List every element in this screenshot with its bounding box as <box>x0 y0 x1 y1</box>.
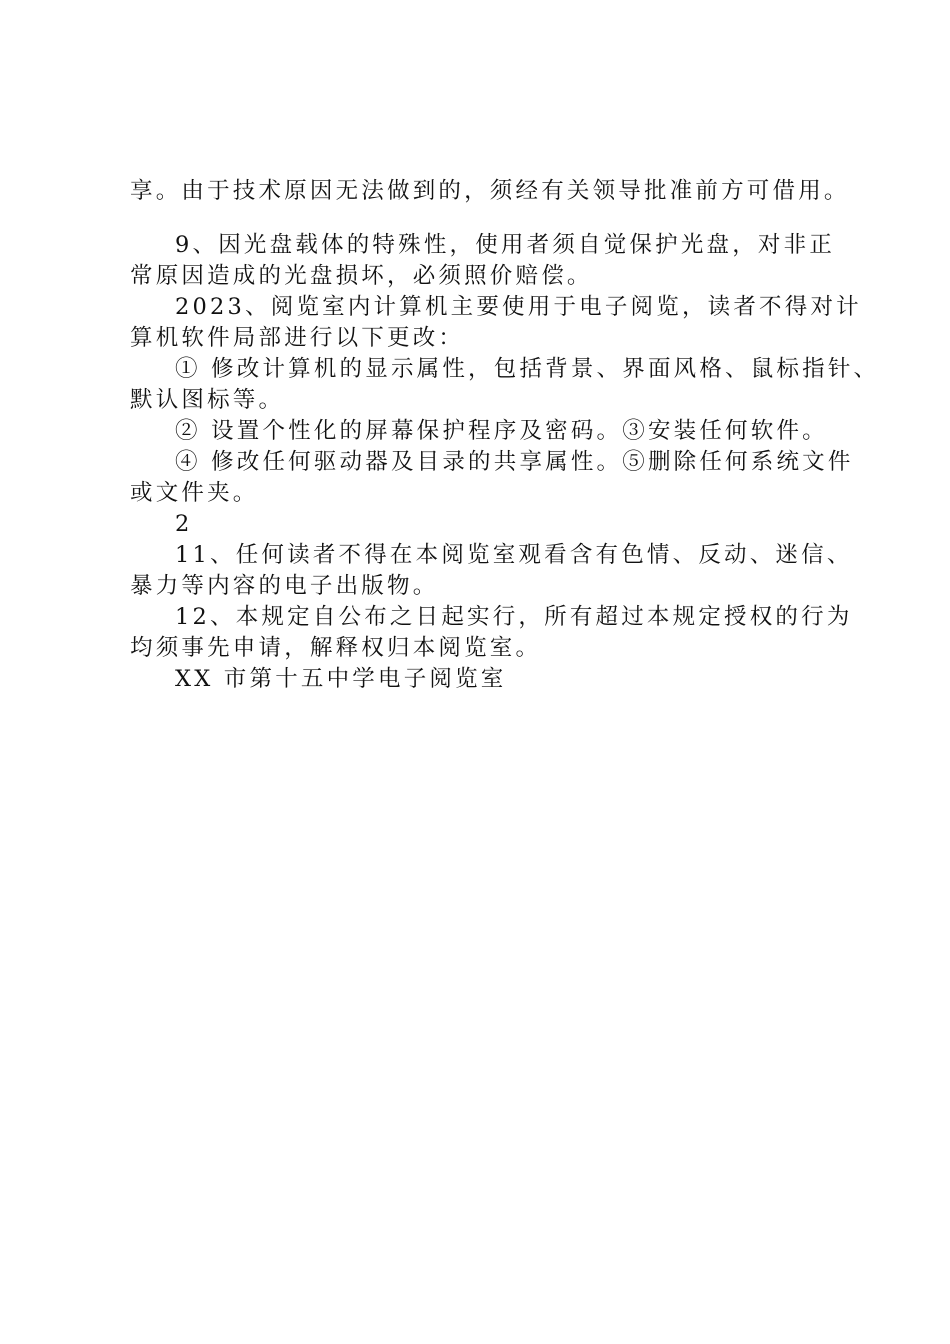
document-body <box>130 176 880 695</box>
text-line-rule-9-cont: 常原因造成的光盘损坏，必须照价赔偿。 <box>130 263 593 289</box>
text-line-item-1-cont: 默认图标等。 <box>130 387 285 413</box>
page-number-marker: 2 <box>175 511 193 537</box>
text-line-item-1: ① 修改计算机的显示属性，包括背景、界面风格、鼠标指针、 <box>175 356 880 382</box>
signature-line: XX 市第十五中学电子阅览室 <box>175 666 507 692</box>
text-line-item-5-cont: 或文件夹。 <box>130 480 259 506</box>
text-line-rule-10: 2023、阅览室内计算机主要使用于电子阅览，读者不得对计 <box>175 294 862 320</box>
text-line-rule-11-cont: 暴力等内容的电子出版物。 <box>130 573 439 599</box>
text-line-rule-12-cont: 均须事先申请，解释权归本阅览室。 <box>130 635 542 661</box>
text-line-rule-10-cont: 算机软件局部进行以下更改： <box>130 325 465 351</box>
text-line-rule-12: 12、本规定自公布之日起实行，所有超过本规定授权的行为 <box>175 604 853 630</box>
text-line-item-4-5: ④ 修改任何驱动器及目录的共享属性。⑤删除任何系统文件 <box>175 449 854 475</box>
text-line-item-2-3: ② 设置个性化的屏幕保护程序及密码。③安装任何软件。 <box>175 418 828 444</box>
text-line-rule-11: 11、任何读者不得在本阅览室观看含有色情、反动、迷信、 <box>175 542 853 568</box>
text-line-continuation: 享。由于技术原因无法做到的，须经有关领导批准前方可借用。 <box>130 178 850 204</box>
text-line-rule-9: 9、因光盘载体的特殊性，使用者须自觉保护光盘，对非正 <box>175 232 836 258</box>
